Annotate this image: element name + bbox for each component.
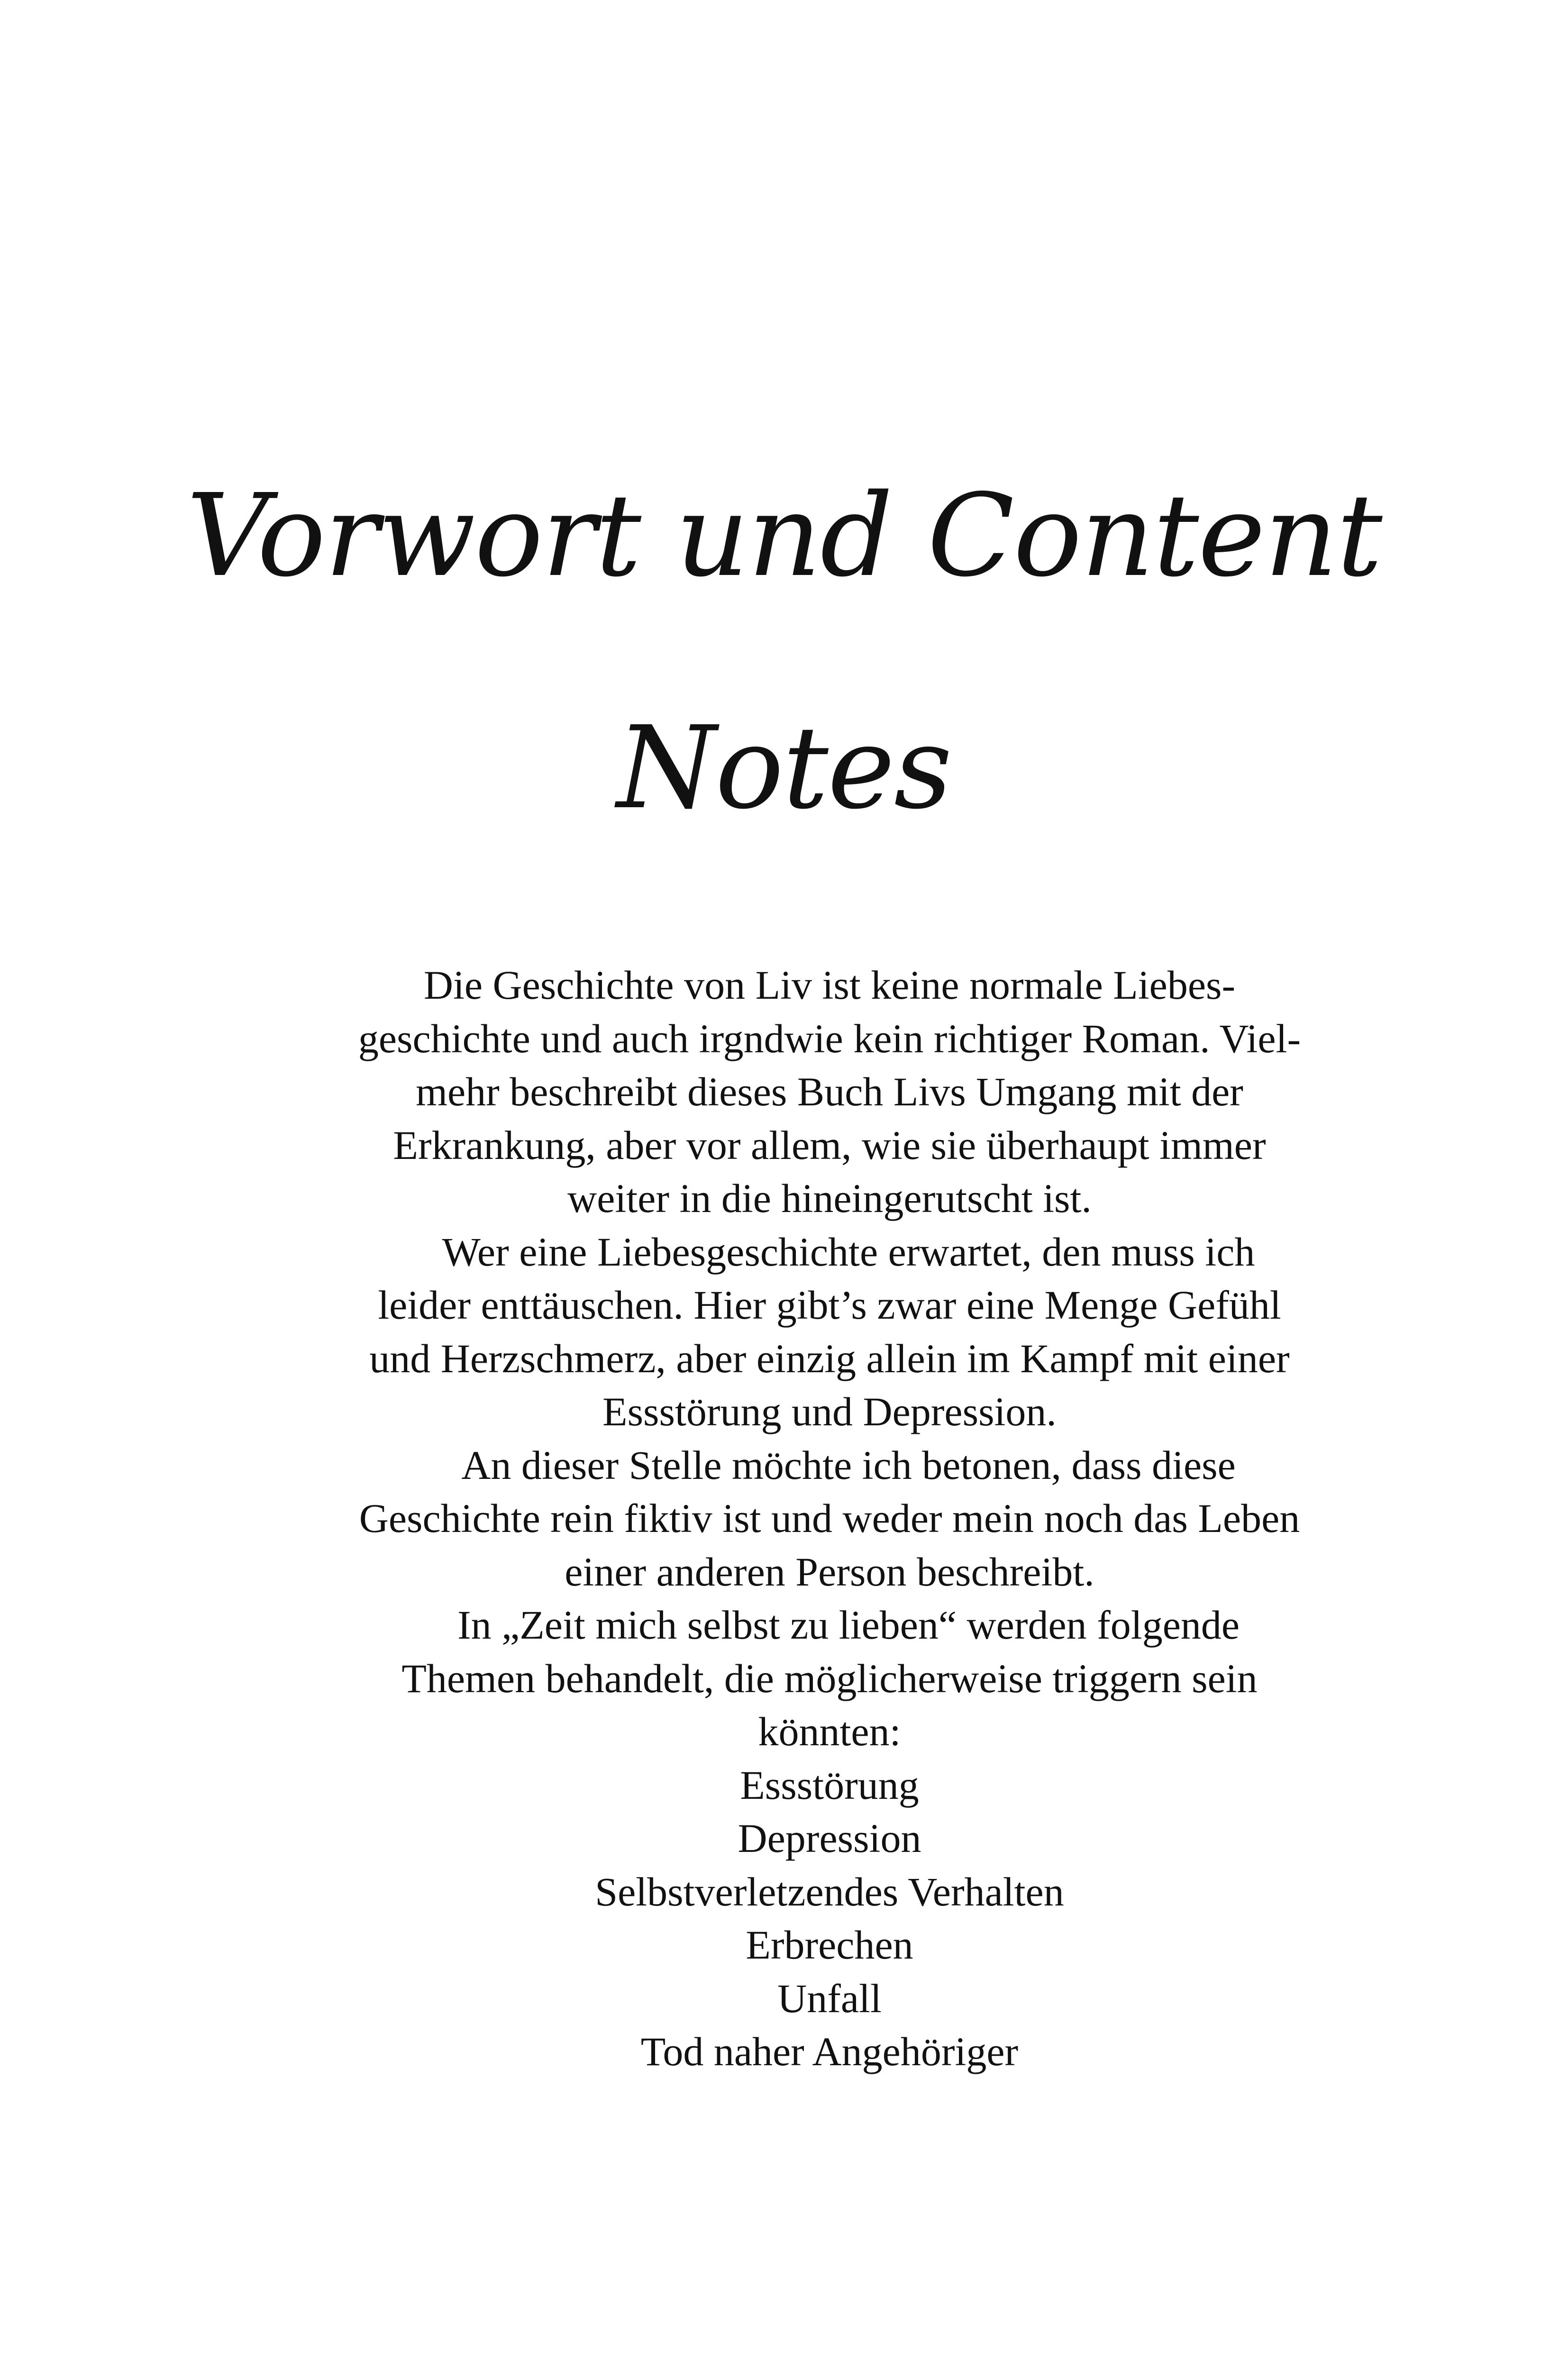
chapter-title-line-2: Notes	[616, 702, 952, 834]
topic-item: Erbrechen	[746, 1922, 913, 1968]
text-line: Themen behandelt, die möglicherweise triggern sein	[401, 1655, 1258, 1701]
text-line: Geschichte rein fiktiv ist und weder mein noch das Leben	[359, 1495, 1300, 1541]
text-line: und Herzschmerz, aber einzig allein im Kampf mit einer	[369, 1335, 1290, 1381]
text-line: Die Geschichte von Liv ist keine normale Liebes-	[423, 962, 1236, 1008]
text-line: Wer eine Liebesgeschichte erwartet, den muss ich	[442, 1229, 1255, 1275]
text-line: könnten:	[758, 1709, 901, 1754]
text-line: mehr beschreibt dieses Buch Livs Umgang mit der	[416, 1069, 1243, 1114]
text-line: leider enttäuschen. Hier gibt’s zwar eine Menge Gefühl	[378, 1282, 1281, 1328]
topic-item: Depression	[738, 1815, 921, 1861]
text-line: An dieser Stelle möchte ich betonen, dass diese	[461, 1442, 1236, 1488]
chapter-title-line-1: Vorwort und Content	[186, 469, 1382, 602]
text-line: geschichte und auch irgndwie kein richtiger Roman. Viel-	[358, 1015, 1301, 1061]
body-text	[265, 958, 1394, 2078]
text-line: einer anderen Person beschreibt.	[565, 1549, 1094, 1595]
text-line: In „Zeit mich selbst zu lieben“ werden folgende	[457, 1602, 1240, 1648]
topic-item: Selbstverletzendes Verhalten	[595, 1869, 1064, 1914]
text-line: weiter in die hineingerutscht ist.	[567, 1176, 1092, 1221]
topic-item: Tod naher Angehöriger	[640, 2029, 1019, 2074]
text-line: Essstörung und Depression.	[602, 1389, 1057, 1434]
topic-item: Essstörung	[740, 1762, 919, 1808]
topic-item: Unfall	[777, 1975, 882, 2021]
text-line: Erkrankung, aber vor allem, wie sie überhaupt immer	[393, 1122, 1266, 1168]
